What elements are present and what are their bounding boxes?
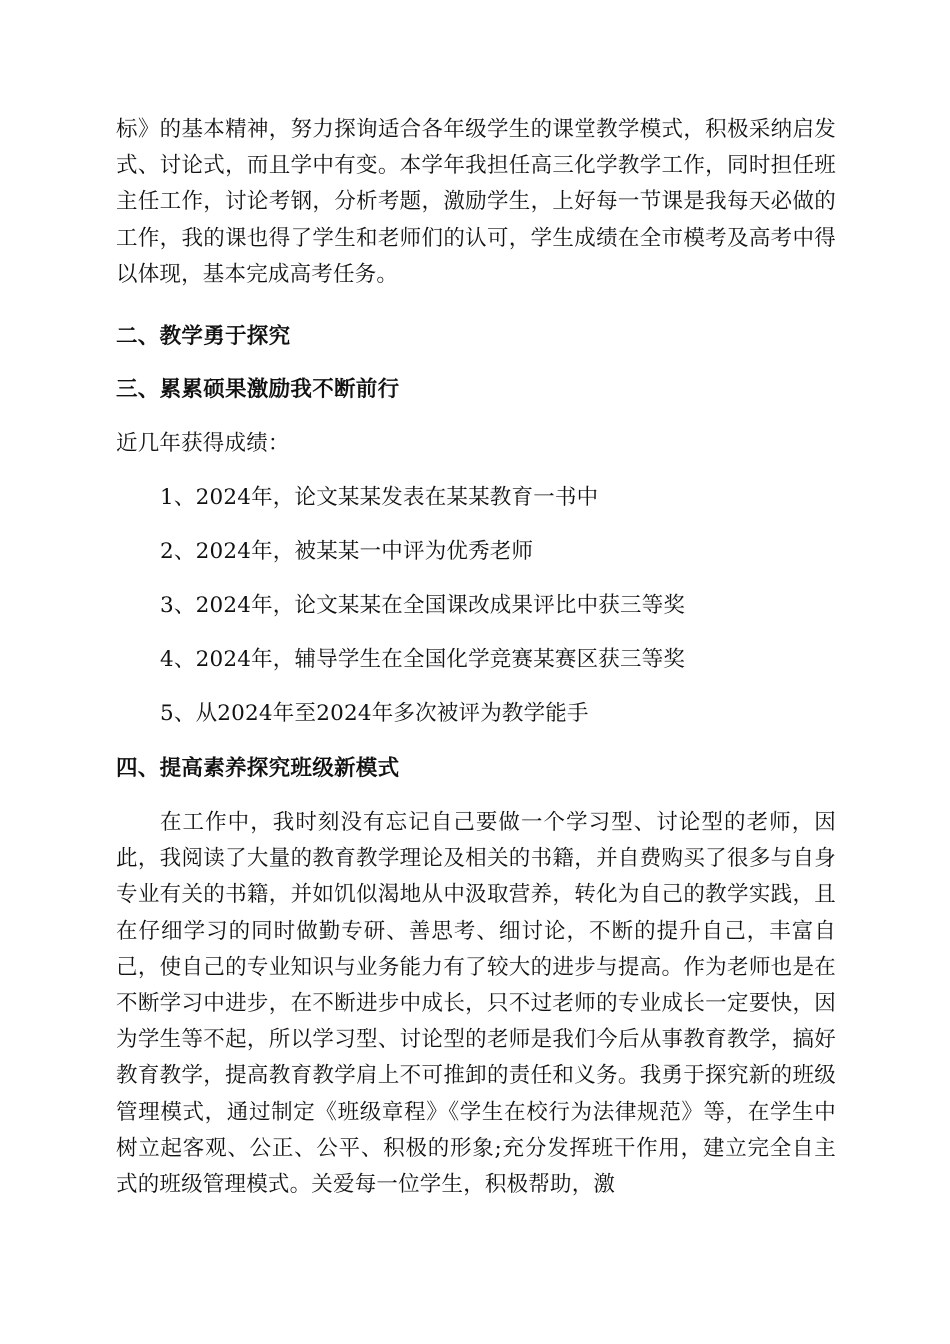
section-heading-achievements: 三、累累硕果激励我不断前行 [116,377,400,402]
achievement-item-5: 5、从2024年至2024年多次被评为教学能手 [160,701,589,726]
achievement-item-4: 4、2024年，辅导学生在全国化学竞赛某赛区获三等奖 [160,647,686,672]
intro-paragraph: 标》的基本精神，努力探询适合各年级学生的课堂教学模式，积极采纳启发式、讨论式，而且学中有变。本学年我担任高三化学教学工作，同时担任班主任工作，讨论考钢，分析考题，激励学生，上好每一节课是我每天必做的工作，我的课也得了学生和老师们的认可，学生成绩在全市模考及高考中得以体现，基本完成高考任务。 [116,117,836,287]
achievements-intro: 近几年获得成绩： [116,431,290,456]
achievement-item-2: 2、2024年，被某某一中评为优秀老师 [160,539,534,564]
achievement-item-1: 1、2024年，论文某某发表在某某教育一书中 [160,485,599,510]
achievement-item-3: 3、2024年，论文某某在全国课改成果评比中获三等奖 [160,593,686,618]
section-heading-teaching-exploration: 二、教学勇于探究 [116,324,291,349]
section4-paragraph: 在工作中，我时刻没有忘记自己要做一个学习型、讨论型的老师，因此，我阅读了大量的教育教学理论及相关的书籍，并自费购买了很多与自身专业有关的书籍，并如饥似渴地从中汲取营养，转化为自己的教学实践，且在仔细学习的同时做勤专研、善思考、细讨论，不断的提升自己，丰富自己，使自己的专业知识与业务能力有了较大的进步与提高。作为老师也是在不断学习中进步，在不断进步中成长，只不过老师的专业成长一定要快，因为学生等不起，所以学习型、讨论型的老师是我们今后从事教育教学，搞好教育教学，提高教育教学肩上不可推卸的责任和义务。我勇于探究新的班级管理模式，通过制定《班级章程》《学生在校行为法律规范》等，在学生中树立起客观、公正、公平、积极的形象;充分发挥班干作用，建立完全自主式的班级管理模式。关爱每一位学生，积极帮助，激 [116,810,836,1198]
section-heading-class-management: 四、提高素养探究班级新模式 [116,756,400,781]
